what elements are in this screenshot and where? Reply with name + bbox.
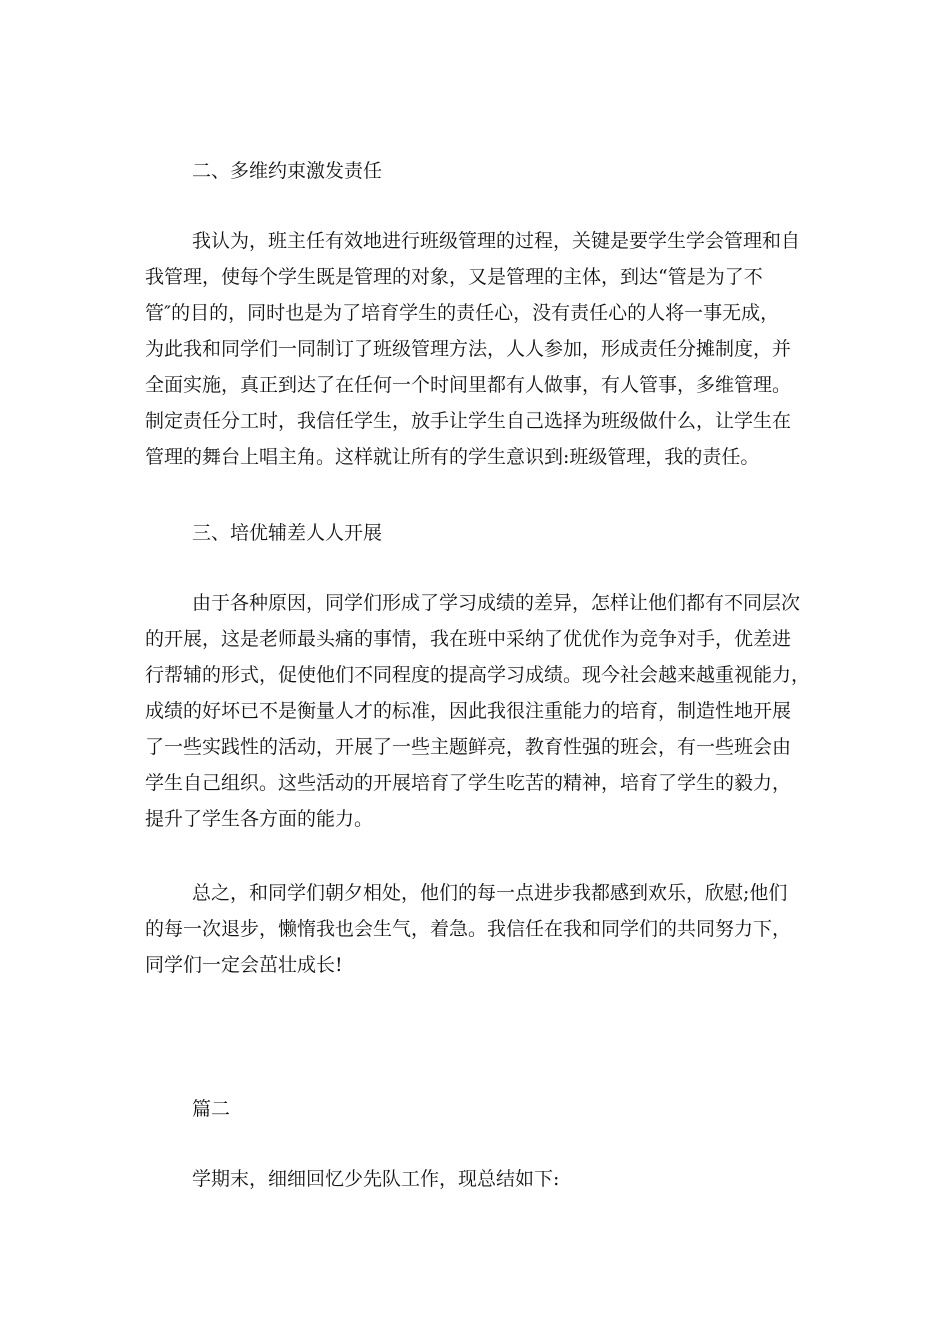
paragraph-conclusion [145,875,810,983]
paragraph-line: 的每一次退步，懒惰我也会生气，着急。我信任在我和同学们的共同努力下， [145,918,792,940]
paragraph-line: 制定责任分工时，我信任学生，放手让学生自己选择为班级做什么，让学生在 [145,410,792,432]
paragraph-tutoring [145,585,810,837]
paragraph-line: 学生自己组织。这些活动的开展培育了学生吃苦的精神，培育了学生的毅力， [145,772,792,794]
paragraph-line: 的开展，这是老师最头痛的事情，我在班中采纳了优优作为竞争对手，优差进 [145,628,792,650]
heading-section-3 [145,515,810,551]
paragraph-line: 为此我和同学们一同制订了班级管理方法，人人参加，形成责任分摊制度，并 [145,338,792,360]
paragraph-intro [145,1161,810,1197]
paragraph-line: 行帮辅的形式，促使他们不同程度的提高学习成绩。现今社会越来越重视能力， [145,664,811,686]
paragraph-line: 了一些实践性的活动，开展了一些主题鲜亮，教育性强的班会，有一些班会由 [145,736,792,758]
paragraph-line: 学期末，细细回忆少先队工作，现总结如下: [192,1168,560,1190]
section-title [145,1091,810,1127]
paragraph-line: 成绩的好坏已不是衡量人才的标准，因此我很注重能力的培育，制造性地开展 [145,700,792,722]
paragraph-line: 全面实施，真正到达了在任何一个时间里都有人做事，有人管事，多维管理。 [145,374,792,396]
paragraph-line: 我认为，班主任有效地进行班级管理的过程，关键是要学生学会管理和自 [192,230,801,252]
heading-text: 三、培优辅差人人开展 [192,522,383,544]
paragraph-line: 提升了学生各方面的能力。 [145,808,374,830]
section-title-text: 篇二 [192,1098,231,1120]
paragraph-line: 同学们一定会茁壮成长! [145,954,343,976]
heading-section-2 [145,153,810,189]
paragraph-responsibility [145,223,810,475]
heading-text: 二、多维约束激发责任 [192,160,383,182]
paragraph-line: 总之，和同学们朝夕相处，他们的每一点进步我都感到欢乐，欣慰;他们 [192,882,788,904]
paragraph-line: 管理的舞台上唱主角。这样就让所有的学生意识到:班级管理，我的责任。 [145,446,760,468]
paragraph-line: 由于各种原因，同学们形成了学习成绩的差异，怎样让他们都有不同层次 [192,592,801,614]
paragraph-line: 管″的目的，同时也是为了培育学生的责任心，没有责任心的人将一事无成， [145,302,780,324]
paragraph-line: 我管理，使每个学生既是管理的对象，又是管理的主体，到达“管是为了不 [145,266,763,288]
